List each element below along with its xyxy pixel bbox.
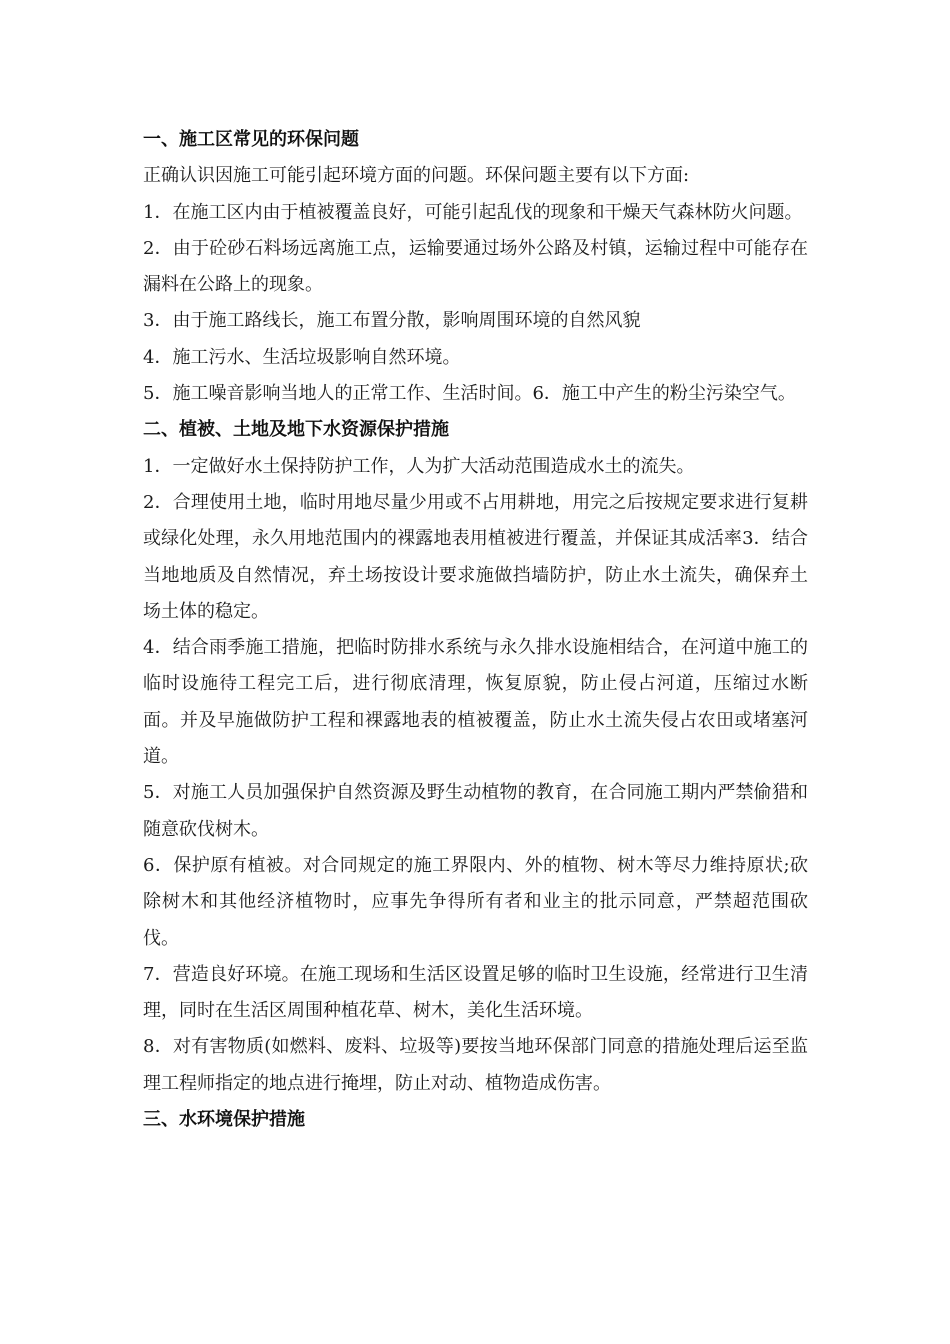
paragraph-item-2-3: 2．合理使用土地，临时用地尽量少用或不占用耕地，用完之后按规定要求进行复耕或绿化处理，永久用地范围内的裸露地表用植被进行覆盖，并保证其成活率3．结合当地地质及自然情况，弃土场按设计要求施做挡墙防护，防止水土流失，确保弃土场土体的稳定。	[143, 491, 808, 622]
paragraph-item-2: 2．由于砼砂石料场远离施工点，运输要通过场外公路及村镇，运输过程中可能存在漏料在公路上的现象。	[143, 237, 808, 296]
paragraph-item-3: 3．由于施工路线长，施工布置分散，影响周围环境的自然风貌	[143, 310, 641, 332]
paragraph-item-7: 7．营造良好环境。在施工现场和生活区设置足够的临时卫生设施，经常进行卫生清理，同时在生活区周围种植花草、树木，美化生活环境。	[143, 963, 808, 1022]
section-heading-1: 一、施工区常见的环保问题	[143, 129, 359, 150]
paragraph-item-1: 1．一定做好水土保持防护工作，人为扩大活动范围造成水土的流失。	[143, 455, 695, 477]
paragraph-item-8: 8．对有害物质(如燃料、废料、垃圾等)要按当地环保部门同意的措施处理后运至监理工程师指定的地点进行掩埋，防止对动、植物造成伤害。	[143, 1036, 808, 1094]
paragraph-item-4: 4．结合雨季施工措施，把临时防排水系统与永久排水设施相结合，在河道中施工的临时设施待工程完工后，进行彻底清理，恢复原貌，防止侵占河道，压缩过水断面。并及早施做防护工程和裸露地表的植被覆盖，防止水土流失侵占农田或堵塞河道。	[143, 637, 808, 768]
section-heading-2: 二、植被、土地及地下水资源保护措施	[143, 419, 449, 441]
paragraph-item-1: 1．在施工区内由于植被覆盖良好，可能引起乱伐的现象和干燥天气森林防火问题。	[143, 201, 803, 223]
section-heading-3: 三、水环境保护措施	[143, 1109, 305, 1131]
document-page	[143, 122, 808, 1138]
paragraph-item-5-6: 5．施工噪音影响当地人的正常工作、生活时间。6．施工中产生的粉尘污染空气。	[143, 383, 796, 405]
paragraph-item-4: 4．施工污水、生活垃圾影响自然环境。	[143, 346, 461, 368]
paragraph-item-6: 6．保护原有植被。对合同规定的施工界限内、外的植物、树木等尽力维持原状;砍除树木和其他经济植物时，应事先争得所有者和业主的批示同意，严禁超范围砍伐。	[143, 854, 808, 949]
paragraph-item-5: 5．对施工人员加强保护自然资源及野生动植物的教育，在合同施工期内严禁偷猎和随意砍伐树木。	[143, 782, 808, 840]
paragraph-intro: 正确认识因施工可能引起环境方面的问题。环保问题主要有以下方面:	[143, 165, 690, 187]
